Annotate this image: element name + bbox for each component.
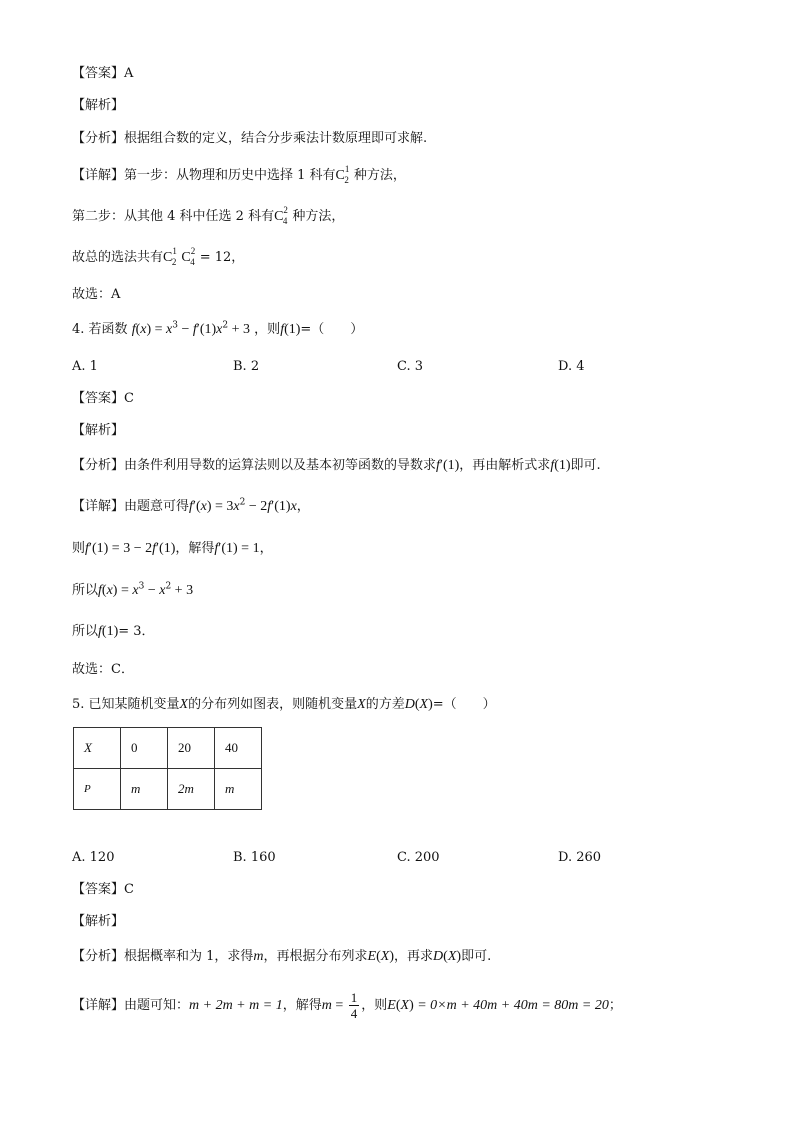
distribution-table bbox=[73, 727, 262, 810]
table-cell: 20 bbox=[168, 728, 215, 769]
q5-analysis-label: 【解析】 bbox=[72, 914, 125, 929]
table-cell: m bbox=[121, 769, 168, 810]
q5-fenxi: 【分析】根据概率和为 1，求得m，再根据分布列求E(X)，再求D(X)即可. bbox=[72, 949, 492, 964]
q5-option-d: D. 260 bbox=[558, 850, 602, 865]
q4-detail-derivative: 【详解】由题意可得$f'(x) = 3x^2 - 2f'(1)x$， bbox=[72, 497, 310, 514]
table-row bbox=[74, 769, 262, 810]
q5-answer: 【答案】C bbox=[72, 882, 134, 897]
q4-option-b: B. 2 bbox=[233, 359, 260, 374]
table-cell: 0 bbox=[121, 728, 168, 769]
table-row bbox=[74, 728, 262, 769]
q4-choose: 故选：C． bbox=[72, 662, 134, 677]
q4-answer: 【答案】C bbox=[72, 391, 134, 406]
q3-detail-total: 故总的选法共有$C^1_2$ $C^2_4 = 12$， bbox=[72, 246, 245, 267]
q4-fenxi: 【分析】由条件利用导数的运算法则以及基本初等函数的导数求f′(1)，再由解析式求f(1)即可. bbox=[72, 458, 601, 473]
q3-analysis-label: 【解析】 bbox=[72, 98, 125, 113]
table-cell: 40 bbox=[215, 728, 262, 769]
q4-detail-solve: 则f′(1) = 3 − 2f′(1)，解得f′(1) = 1， bbox=[72, 541, 273, 556]
q5-stem: 5. 已知某随机变量X的分布列如图表，则随机变量X的方差D(X)=（ ） bbox=[72, 697, 496, 712]
combination-c21: $C^1_2$ bbox=[335, 164, 350, 185]
q5-detail: 【详解】由题可知：m + 2m + m = 1，解得m = $\frac{1}{4}$ ，则E(X) = 0×m + 40m + 40m = 80m = 20； bbox=[72, 990, 622, 1021]
q5-option-c: C. 200 bbox=[397, 850, 440, 865]
q4-function-definition: f bbox=[131, 322, 136, 337]
q3-choose: 故选：A bbox=[72, 287, 121, 302]
q5-option-b: B. 160 bbox=[233, 850, 276, 865]
combination-c21-product: $C^1_2$ bbox=[163, 246, 177, 267]
q3-answer: 【答案】A bbox=[72, 66, 134, 81]
q4-stem: 4. 若函数 $f(x) = x^3 - f'(1)x^2 + 3$ ，则f(1)=（ ） bbox=[72, 320, 364, 337]
q4-analysis-label: 【解析】 bbox=[72, 423, 125, 438]
q5-option-a: A. 120 bbox=[72, 850, 115, 865]
q3-detail-step2: 第二步：从其他 4 科中任选 2 科有$C^2_4$ 种方法， bbox=[72, 205, 345, 226]
q4-detail-result: 所以f(1)= 3． bbox=[72, 624, 155, 639]
combination-c42-product: $C^2_4$ bbox=[181, 246, 196, 267]
q4-option-a: A. 1 bbox=[72, 359, 98, 374]
fraction-one-quarter: $\frac{1}{4}$ bbox=[350, 990, 358, 1021]
q3-detail-step1: 【详解】第一步：从物理和历史中选择 1 科有$C^1_2$ 种方法， bbox=[72, 164, 406, 185]
q4-option-d: D. 4 bbox=[558, 359, 585, 374]
q4-option-c: C. 3 bbox=[397, 359, 424, 374]
table-cell: P bbox=[74, 769, 121, 810]
table-cell: 2m bbox=[168, 769, 215, 810]
table-cell: m bbox=[215, 769, 262, 810]
q3-fenxi: 【分析】根据组合数的定义，结合分步乘法计数原理即可求解. bbox=[72, 131, 428, 146]
combination-c42: $C^2_4$ bbox=[274, 205, 288, 226]
table-cell: X bbox=[74, 728, 121, 769]
q4-detail-function: 所以$f(x) = x^3 - x^2 + 3$ bbox=[72, 581, 194, 598]
